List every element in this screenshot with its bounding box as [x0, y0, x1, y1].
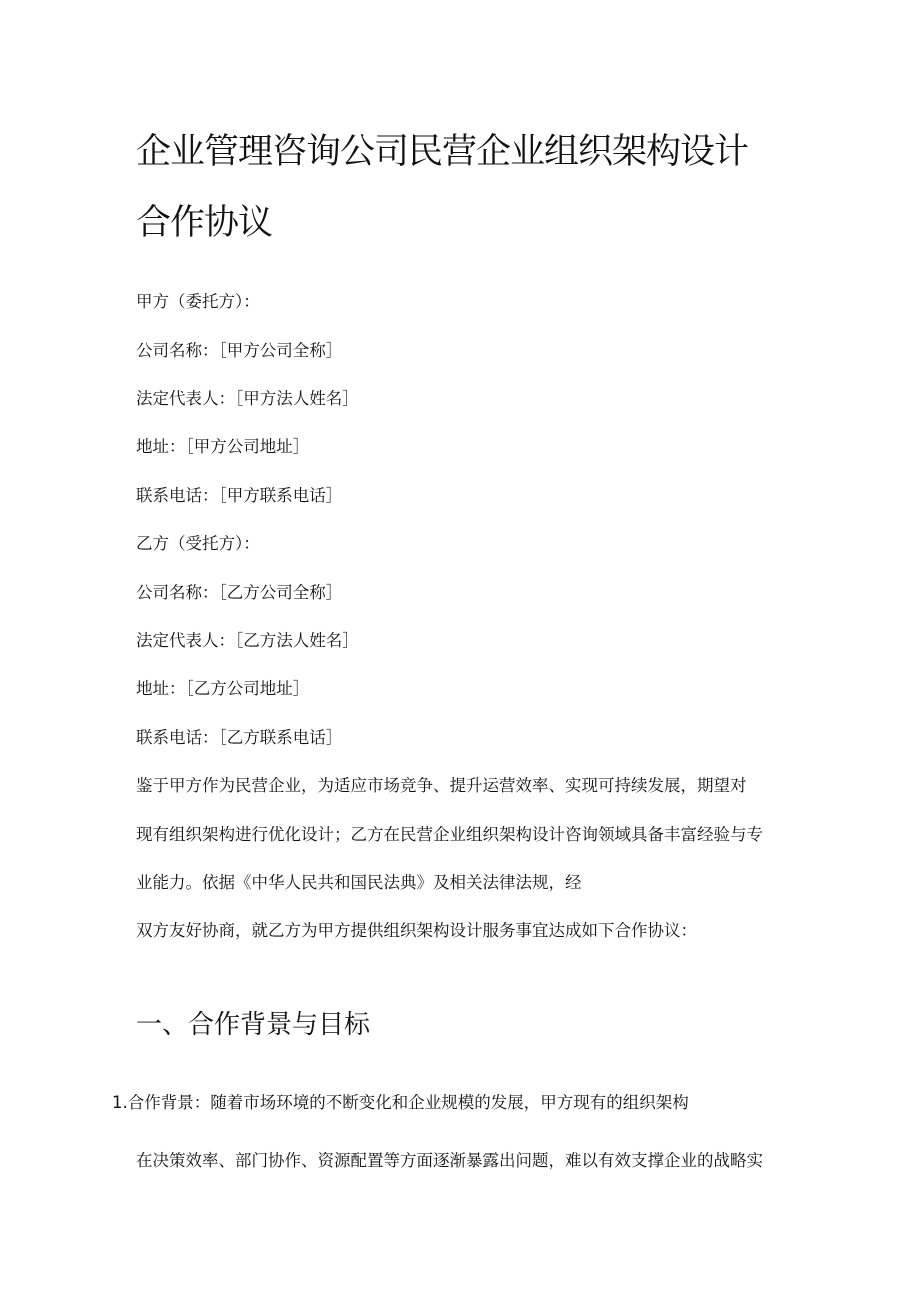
preamble-line-3: 业能力。依据《中华人民共和国民法典》及相关法律法规，经	[136, 873, 582, 892]
party-a-company-name: 公司名称：［甲方公司全称］	[136, 341, 343, 360]
party-b-address: 地址：［乙方公司地址］	[136, 679, 310, 698]
document-title-line-2: 合作协议	[136, 203, 273, 243]
preamble-line-1: 鉴于甲方作为民营企业，为适应市场竞争、提升运营效率、实现可持续发展，期望对	[136, 776, 747, 795]
document-title-line-1: 企业管理咨询公司民营企业组织架构设计	[136, 132, 749, 172]
party-b-phone: 联系电话：［乙方联系电话］	[136, 728, 343, 747]
party-a-phone: 联系电话：［甲方联系电话］	[136, 486, 343, 505]
preamble-line-4: 双方友好协商，就乙方为甲方提供组织架构设计服务事宜达成如下合作协议：	[136, 921, 697, 940]
party-b-heading: 乙方（受托方）：	[136, 534, 260, 553]
party-a-address: 地址：［甲方公司地址］	[136, 437, 310, 456]
party-a-heading: 甲方（委托方）：	[136, 292, 260, 311]
party-a-legal-representative: 法定代表人：［甲方法人姓名］	[136, 389, 359, 408]
party-b-company-name: 公司名称：［乙方公司全称］	[136, 583, 343, 602]
preamble-line-2: 现有组织架构进行优化设计；乙方在民营企业组织架构设计咨询领域具备丰富经验与专	[136, 825, 763, 844]
section-1-item-1-line-2: 在决策效率、部门协作、资源配置等方面逐渐暴露出问题，难以有效支撑企业的战略实	[136, 1151, 763, 1170]
section-1-item-1-line-1: 1.合作背景：随着市场环境的不断变化和企业规模的发展，甲方现有的组织架构	[112, 1093, 689, 1112]
party-b-legal-representative: 法定代表人：［乙方法人姓名］	[136, 631, 359, 650]
section-1-heading: 一、合作背景与目标	[136, 1010, 371, 1040]
